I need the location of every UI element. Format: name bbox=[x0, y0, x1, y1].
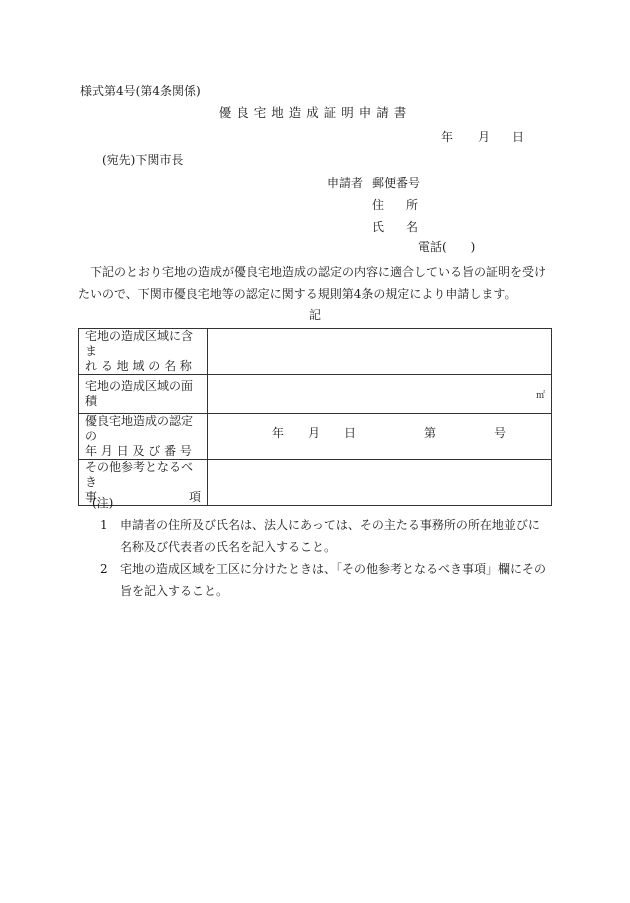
form-title: 優良宅地造成証明申請書 bbox=[218, 105, 412, 120]
note-number: 2 bbox=[100, 562, 108, 576]
postal-code-label: 郵便番号 bbox=[372, 176, 421, 190]
applicant-label: 申請者 bbox=[327, 176, 364, 190]
cert-day-label: 日 bbox=[344, 426, 357, 440]
note-item bbox=[100, 558, 550, 602]
cert-no-suffix: 号 bbox=[494, 426, 507, 440]
name-label-1: 氏 bbox=[372, 220, 385, 234]
phone-label: 電話( ) bbox=[418, 240, 476, 254]
row4-label-char1: 事 bbox=[85, 490, 98, 504]
date-month-label: 月 bbox=[478, 130, 491, 144]
table-row bbox=[79, 375, 552, 414]
note-text: 宅地の造成区域を工区に分けたときは、「その他参考となるべき事項」欄にその旨を記入すること。 bbox=[120, 562, 547, 598]
note-number: 1 bbox=[100, 518, 108, 532]
row1-label-line2: れ る 地 域 の 名 称 bbox=[85, 359, 192, 373]
row1-value-cell[interactable] bbox=[208, 329, 552, 375]
row3-label-line1: 優良宅地造成の認定の bbox=[85, 414, 194, 443]
row4-value-cell[interactable] bbox=[208, 460, 552, 506]
notes-heading: (注) bbox=[92, 496, 114, 510]
table-row bbox=[79, 460, 552, 506]
row4-label-char2: 項 bbox=[188, 490, 201, 504]
form-number: 様式第4号(第4条関係) bbox=[80, 84, 201, 98]
name-label-2: 名 bbox=[406, 220, 419, 234]
table-row bbox=[79, 329, 552, 375]
row2-label: 宅地の造成区域の面積 bbox=[79, 375, 208, 414]
cert-year-label: 年 bbox=[272, 426, 285, 440]
row3-value-cell[interactable] bbox=[208, 414, 552, 460]
area-unit: ㎡ bbox=[535, 391, 545, 401]
address-label-1: 住 bbox=[372, 198, 385, 212]
date-year-label: 年 bbox=[441, 130, 454, 144]
row1-label bbox=[79, 329, 208, 375]
application-body: 下記のとおり宅地の造成が優良宅地造成の認定の内容に適合している旨の証明を受けたいので、下関市優良宅地等の認定に関する規則第4条の規定により申請します。 bbox=[78, 265, 547, 301]
row4-label-line1: その他参考となるべき bbox=[85, 460, 194, 489]
row3-label-line2: 年 月 日 及 び 番 号 bbox=[85, 444, 192, 458]
note-item bbox=[100, 514, 550, 558]
details-table bbox=[78, 328, 552, 506]
note-text: 申請者の住所及び氏名は、法人にあっては、その主たる事務所の所在地並びに名称及び代表者の氏名を記入すること。 bbox=[120, 518, 540, 554]
row3-label bbox=[79, 414, 208, 460]
record-label: 記 bbox=[308, 308, 321, 322]
row1-label-line1: 宅地の造成区域に含ま bbox=[85, 329, 194, 358]
table-row bbox=[79, 414, 552, 460]
addressee: (宛先)下関市長 bbox=[102, 153, 184, 167]
cert-no-prefix: 第 bbox=[424, 426, 437, 440]
address-label-2: 所 bbox=[406, 198, 419, 212]
date-day-label: 日 bbox=[512, 130, 525, 144]
cert-month-label: 月 bbox=[308, 426, 321, 440]
row2-value-cell[interactable] bbox=[208, 375, 552, 414]
